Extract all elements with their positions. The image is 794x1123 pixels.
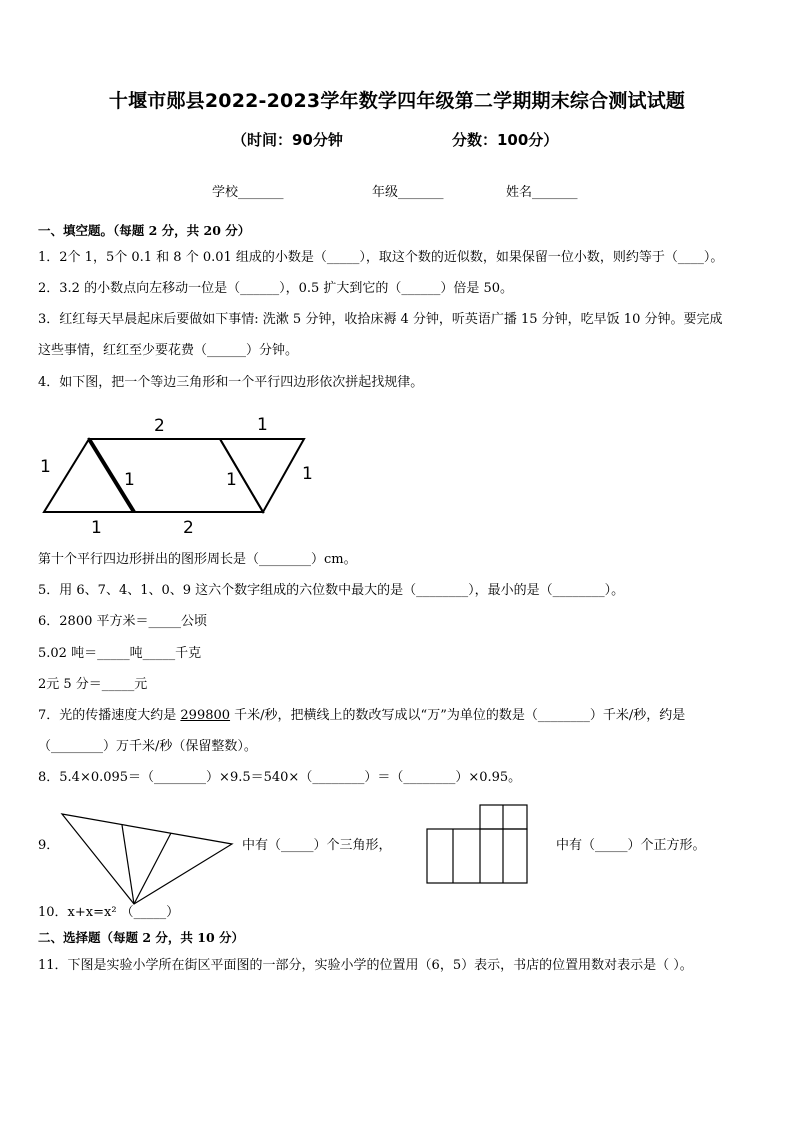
question-4: 4．如下图，把一个等边三角形和一个平行四边形依次拼起找规律。 — [38, 375, 424, 390]
question-11: 11．下图是实验小学所在街区平面图的一部分，实验小学的位置用（6，5）表示，书店的位置用数对表示是（ ）。 — [38, 958, 693, 973]
exam-time: （时间：90分钟 — [232, 131, 343, 149]
q4-label-top-right: 1 — [257, 415, 268, 435]
exam-score: 分数：100分） — [452, 131, 559, 149]
q7-prefix: 7．光的传播速度大约是 — [38, 708, 181, 723]
question-6b: 5.02 吨＝_____吨_____千克 — [38, 646, 202, 661]
q7-suffix: 千米/秒，把横线上的数改写成以“万”为单位的数是（________）千米/秒，约是 — [230, 708, 686, 723]
question-6c: 2元 5 分＝_____元 — [38, 677, 148, 692]
question-8: 8．5.4×0.095＝（________）×9.5＝540×（________）＝（________）×0.95。 — [38, 770, 522, 785]
question-4-answer: 第十个平行四边形拼出的图形周长是（________）cm。 — [38, 552, 357, 567]
question-2: 2．3.2 的小数点向左移动一位是（______），0.5 扩大到它的（______）倍是 50。 — [38, 281, 514, 296]
question-9-number: 9． — [38, 838, 60, 853]
section1-heading: 一、填空题。（每题 2 分，共 20 分） — [38, 223, 251, 238]
question-3-line1: 3．红红每天早晨起床后要做如下事情: 洗漱 5 分钟，收拾床褥 4 分钟，听英语广播 15 分钟，吃早饭 10 分钟。要完成 — [38, 312, 723, 327]
question-10: 10．x+x=x² （_____） — [38, 905, 180, 920]
section2-heading: 二、选择题（每题 2 分，共 10 分） — [38, 930, 245, 945]
q4-label-diag1: 1 — [124, 470, 135, 490]
question-6a: 6．2800 平方米＝_____公顷 — [38, 614, 207, 629]
q7-underlined-number: 299800 — [180, 708, 231, 723]
q4-label-top-left: 2 — [154, 416, 165, 436]
question-7-line2: （________）万千米/秒（保留整数）。 — [38, 739, 257, 754]
page-title: 十堰市郧县2022-2023学年数学四年级第二学期期末综合测试试题 — [108, 90, 686, 112]
q4-label-left: 1 — [40, 457, 51, 477]
q4-label-bottom-left: 1 — [91, 518, 102, 538]
q4-label-diag2: 1 — [226, 470, 237, 490]
q4-label-bottom-mid: 2 — [183, 518, 194, 538]
question-5: 5．用 6、7、4、1、0、9 这六个数字组成的六位数中最大的是（________），最小的是（________）。 — [38, 583, 625, 598]
question-9-square-text: 中有（_____）个正方形。 — [556, 838, 706, 853]
name-field: 姓名_______ — [506, 185, 578, 200]
q4-label-right: 1 — [302, 464, 313, 484]
question-1: 1．2个 1，5个 0.1 和 8 个 0.01 组成的小数是（_____），取这个数的近似数，如果保留一位小数，则约等于（____）。 — [38, 250, 724, 265]
school-field: 学校_______ — [212, 185, 284, 200]
grade-field: 年级_______ — [372, 185, 444, 200]
question-3-line2: 这些事情，红红至少要花费（______）分钟。 — [38, 343, 299, 358]
question-9-triangle-text: 中有（_____）个三角形， — [242, 838, 392, 853]
